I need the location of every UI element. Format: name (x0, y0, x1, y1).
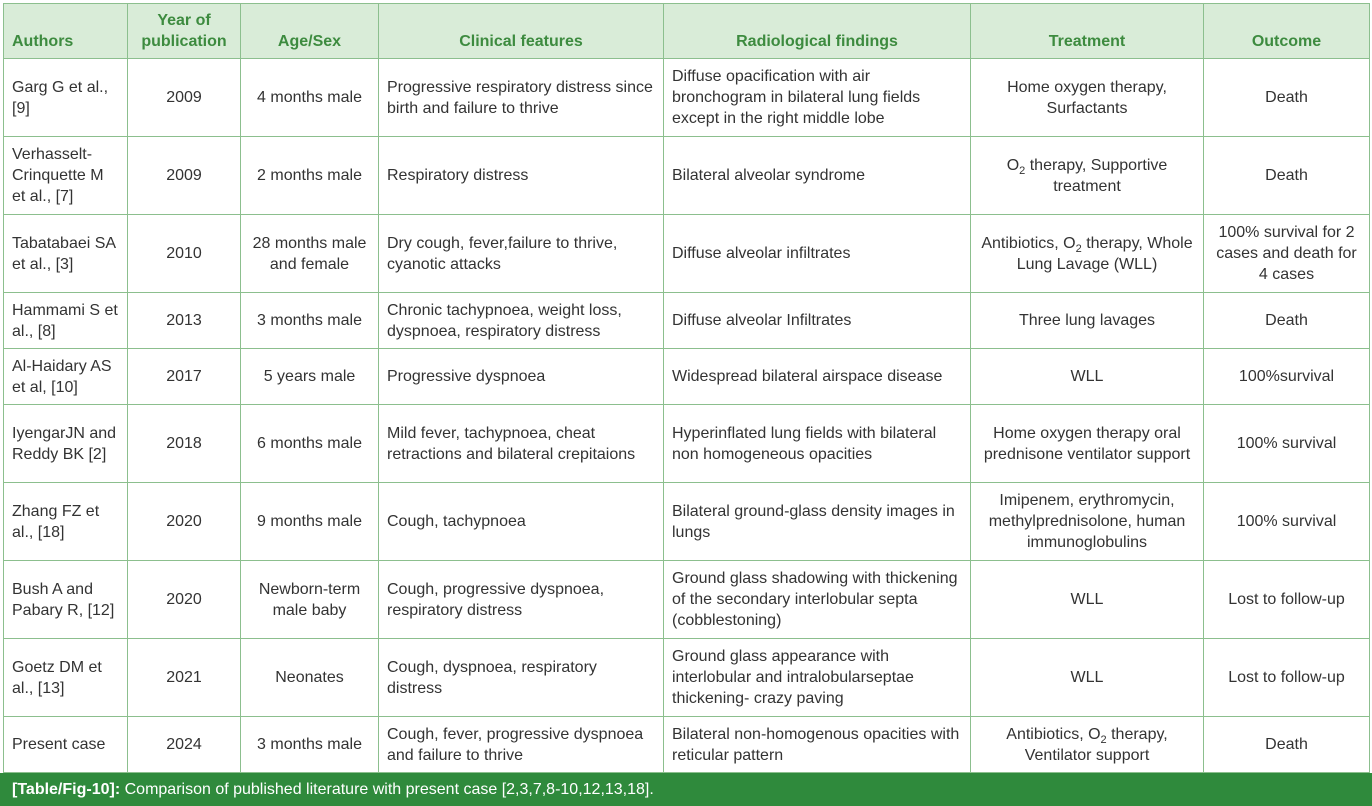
cell-clinical: Dry cough, fever,failure to thrive, cyanotic attacks (379, 215, 664, 293)
cell-age-sex: 2 months male (241, 137, 379, 215)
cell-radiology: Diffuse alveolar infiltrates (664, 215, 971, 293)
cell-author: Al-Haidary AS et al, [10] (4, 349, 128, 405)
cell-outcome: 100%survival (1204, 349, 1370, 405)
table-header-row (4, 4, 1370, 59)
cell-author: Goetz DM et al., [13] (4, 639, 128, 717)
cell-treatment (971, 137, 1204, 215)
cell-outcome: Lost to follow-up (1204, 639, 1370, 717)
cell-age-sex: 3 months male (241, 293, 379, 349)
cell-clinical: Cough, tachypnoea (379, 483, 664, 561)
cell-clinical: Chronic tachypnoea, weight loss, dyspnoea, respiratory distress (379, 293, 664, 349)
treatment-text-post: therapy, Ventilator support (1024, 725, 1168, 764)
cell-age-sex: 6 months male (241, 405, 379, 483)
table-row (4, 59, 1370, 137)
cell-year: 2020 (128, 561, 241, 639)
cell-outcome: Death (1204, 137, 1370, 215)
subscript-2: 2 (1075, 242, 1082, 255)
cell-author: Hammami S et al., [8] (4, 293, 128, 349)
cell-year: 2017 (128, 349, 241, 405)
cell-treatment (971, 717, 1204, 773)
cell-treatment: WLL (971, 639, 1204, 717)
cell-year: 2009 (128, 137, 241, 215)
treatment-text-post: therapy, Whole Lung Lavage (WLL) (1016, 234, 1193, 273)
header-treatment: Treatment (971, 4, 1204, 59)
cell-clinical: Cough, progressive dyspnoea, respiratory distress (379, 561, 664, 639)
header-radiology: Radiological findings (664, 4, 971, 59)
cell-outcome: 100% survival (1204, 483, 1370, 561)
cell-age-sex: Newborn-term male baby (241, 561, 379, 639)
cell-radiology: Hyperinflated lung fields with bilateral non homogeneous opacities (664, 405, 971, 483)
cell-clinical: Respiratory distress (379, 137, 664, 215)
table-row (4, 215, 1370, 293)
table-row (4, 349, 1370, 405)
cell-author: Bush A and Pabary R, [12] (4, 561, 128, 639)
header-clinical: Clinical features (379, 4, 664, 59)
cell-outcome: Lost to follow-up (1204, 561, 1370, 639)
cell-age-sex: 5 years male (241, 349, 379, 405)
cell-author: Verhasselt-Crinquette M et al., [7] (4, 137, 128, 215)
treatment-text-pre: Antibiotics, O (981, 234, 1076, 252)
table-row (4, 717, 1370, 773)
caption-label: [Table/Fig-10]: (12, 781, 121, 798)
cell-year: 2021 (128, 639, 241, 717)
header-authors: Authors (4, 4, 128, 59)
table-row (4, 293, 1370, 349)
cell-author: Zhang FZ et al., [18] (4, 483, 128, 561)
cell-year: 2009 (128, 59, 241, 137)
cell-radiology: Ground glass appearance with interlobular and intralobularseptae thickening- crazy paving (664, 639, 971, 717)
subscript-2: 2 (1100, 733, 1107, 746)
table-row (4, 561, 1370, 639)
table-row (4, 639, 1370, 717)
cell-outcome: 100% survival (1204, 405, 1370, 483)
cell-year: 2024 (128, 717, 241, 773)
cell-treatment (971, 215, 1204, 293)
cell-treatment: WLL (971, 349, 1204, 405)
cell-clinical: Cough, fever, progressive dyspnoea and failure to thrive (379, 717, 664, 773)
cell-age-sex: 9 months male (241, 483, 379, 561)
treatment-text-post: therapy, Supportive treatment (1025, 156, 1168, 195)
cell-year: 2010 (128, 215, 241, 293)
cell-author: Garg G et al., [9] (4, 59, 128, 137)
cell-age-sex: 4 months male (241, 59, 379, 137)
table-row (4, 405, 1370, 483)
cell-radiology: Diffuse alveolar Infiltrates (664, 293, 971, 349)
header-age-sex: Age/Sex (241, 4, 379, 59)
table-caption (0, 773, 1372, 806)
subscript-2: 2 (1019, 164, 1026, 177)
cell-radiology: Widespread bilateral airspace disease (664, 349, 971, 405)
cell-treatment: Home oxygen therapy, Surfactants (971, 59, 1204, 137)
caption-text: Comparison of published literature with present case [2,3,7,8-10,12,13,18]. (124, 781, 654, 798)
cell-author: IyengarJN and Reddy BK [2] (4, 405, 128, 483)
header-outcome: Outcome (1204, 4, 1370, 59)
cell-treatment: WLL (971, 561, 1204, 639)
literature-comparison-table (3, 3, 1370, 773)
cell-radiology: Ground glass shadowing with thickening of the secondary interlobular septa (cobblestoning) (664, 561, 971, 639)
cell-radiology: Bilateral ground-glass density images in lungs (664, 483, 971, 561)
cell-radiology: Bilateral non-homogenous opacities with reticular pattern (664, 717, 971, 773)
cell-radiology: Bilateral alveolar syndrome (664, 137, 971, 215)
treatment-text-pre: Antibiotics, O (1006, 725, 1101, 743)
cell-author: Tabatabaei SA et al., [3] (4, 215, 128, 293)
cell-year: 2013 (128, 293, 241, 349)
cell-treatment: Imipenem, erythromycin, methylprednisolone, human immunoglobulins (971, 483, 1204, 561)
table-row (4, 137, 1370, 215)
cell-year: 2020 (128, 483, 241, 561)
cell-outcome: Death (1204, 59, 1370, 137)
cell-author: Present case (4, 717, 128, 773)
table-row (4, 483, 1370, 561)
cell-outcome: Death (1204, 717, 1370, 773)
cell-clinical: Progressive dyspnoea (379, 349, 664, 405)
treatment-text-pre: O (1006, 156, 1020, 174)
cell-outcome: Death (1204, 293, 1370, 349)
cell-clinical: Mild fever, tachypnoea, cheat retractions and bilateral crepitaions (379, 405, 664, 483)
cell-radiology: Diffuse opacification with air bronchogram in bilateral lung fields except in the right middle lobe (664, 59, 971, 137)
cell-treatment: Three lung lavages (971, 293, 1204, 349)
cell-outcome: 100% survival for 2 cases and death for 4 cases (1204, 215, 1370, 293)
cell-treatment: Home oxygen therapy oral prednisone ventilator support (971, 405, 1204, 483)
cell-clinical: Progressive respiratory distress since birth and failure to thrive (379, 59, 664, 137)
cell-age-sex: 28 months male and female (241, 215, 379, 293)
cell-year: 2018 (128, 405, 241, 483)
header-year: Year of publication (128, 4, 241, 59)
cell-age-sex: Neonates (241, 639, 379, 717)
cell-age-sex: 3 months male (241, 717, 379, 773)
cell-clinical: Cough, dyspnoea, respiratory distress (379, 639, 664, 717)
